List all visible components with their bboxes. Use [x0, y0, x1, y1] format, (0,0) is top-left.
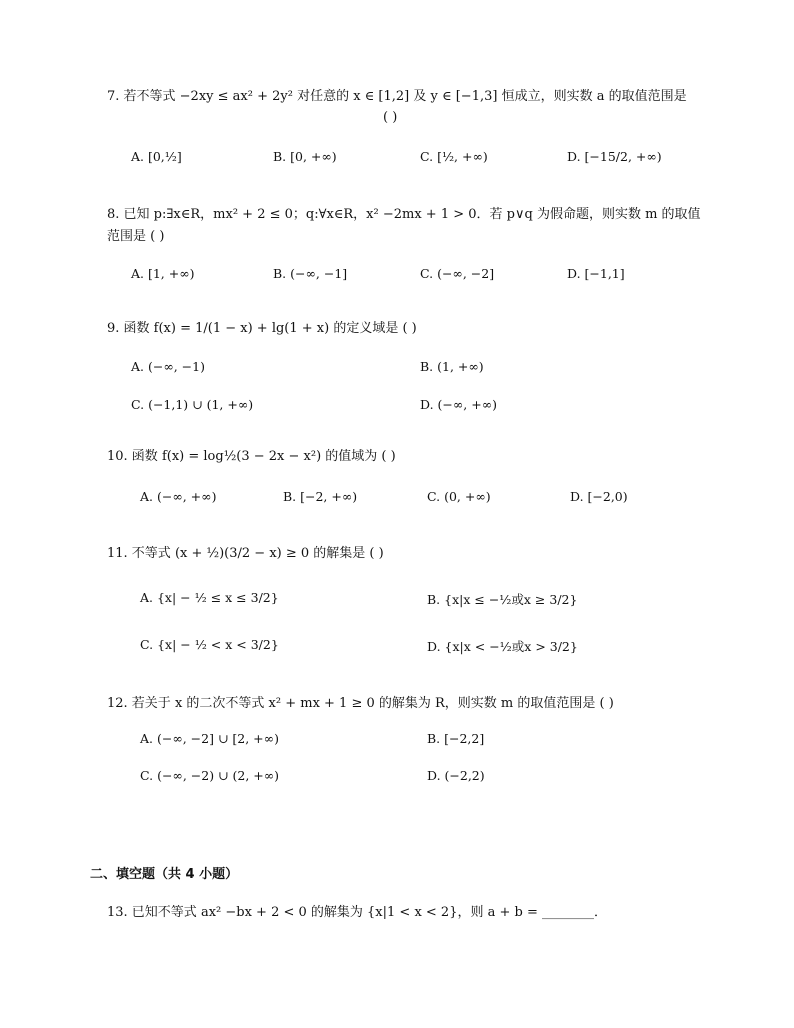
q12-option-b: B. [−2,2] [427, 731, 485, 746]
section-2-title: 二、填空题（共 4 小题） [90, 867, 239, 882]
q8-option-a: A. [1, +∞) [131, 266, 195, 281]
q9-option-b: B. (1, +∞) [420, 359, 484, 374]
q7-option-d: D. [−15/2, +∞) [567, 149, 662, 164]
q9-option-d: D. (−∞, +∞) [420, 397, 497, 412]
q10-option-b: B. [−2, +∞) [283, 489, 358, 504]
question-13-stem: 13. 已知不等式 ax² −bx + 2 < 0 的解集为 {x|1 < x < 2}，则 a + b = ________． [107, 905, 607, 920]
q7-option-a: A. [0,½] [131, 149, 182, 164]
q12-option-c: C. (−∞, −2) ∪ (2, +∞) [140, 768, 280, 783]
q10-option-d: D. [−2,0) [570, 489, 628, 504]
q12-option-d: D. (−2,2) [427, 768, 485, 783]
question-7-stem: 7. 若不等式 −2xy ≤ ax² + 2y² 对任意的 x ∈ [1,2] 及 y ∈ [−1,3] 恒成立，则实数 a 的取值范围是 [107, 89, 687, 104]
question-11-stem: 11. 不等式 (x + ½)(3/2 − x) ≥ 0 的解集是 ( ) [107, 546, 384, 561]
q11-option-b: B. {x|x ≤ −½或x ≥ 3/2} [427, 592, 578, 607]
q11-option-d: D. {x|x < −½或x > 3/2} [427, 639, 578, 654]
q11-option-c: C. {x| − ½ < x < 3/2} [140, 637, 279, 652]
q12-option-a: A. (−∞, −2] ∪ [2, +∞) [140, 731, 279, 746]
q11-option-a: A. {x| − ½ ≤ x ≤ 3/2} [140, 590, 279, 605]
q9-option-a: A. (−∞, −1) [131, 359, 205, 374]
q9-option-c: C. (−1,1) ∪ (1, +∞) [131, 397, 254, 412]
q8-option-b: B. (−∞, −1] [273, 266, 348, 281]
q8-option-d: D. [−1,1] [567, 266, 625, 281]
q10-option-c: C. (0, +∞) [427, 489, 491, 504]
q8-option-c: C. (−∞, −2] [420, 266, 495, 281]
q10-option-a: A. (−∞, +∞) [140, 489, 217, 504]
q7-option-c: C. [½, +∞) [420, 149, 488, 164]
question-8-stem: 8. 已知 p:∃x∈R，mx² + 2 ≤ 0；q:∀x∈R，x² −2mx + 1 > 0．若 p∨q 为假命题，则实数 m 的取值范围是 ( ) [107, 207, 701, 244]
question-10-stem: 10. 函数 f(x) = log½(3 − 2x − x²) 的值域为 ( ) [107, 449, 396, 464]
question-7-answer-blank: ( ) [383, 110, 398, 125]
question-9-stem: 9. 函数 f(x) = 1/(1 − x) + lg(1 + x) 的定义域是 ( ) [107, 321, 417, 336]
question-12-stem: 12. 若关于 x 的二次不等式 x² + mx + 1 ≥ 0 的解集为 R，则实数 m 的取值范围是 ( ) [107, 696, 614, 711]
q7-option-b: B. [0, +∞) [273, 149, 337, 164]
